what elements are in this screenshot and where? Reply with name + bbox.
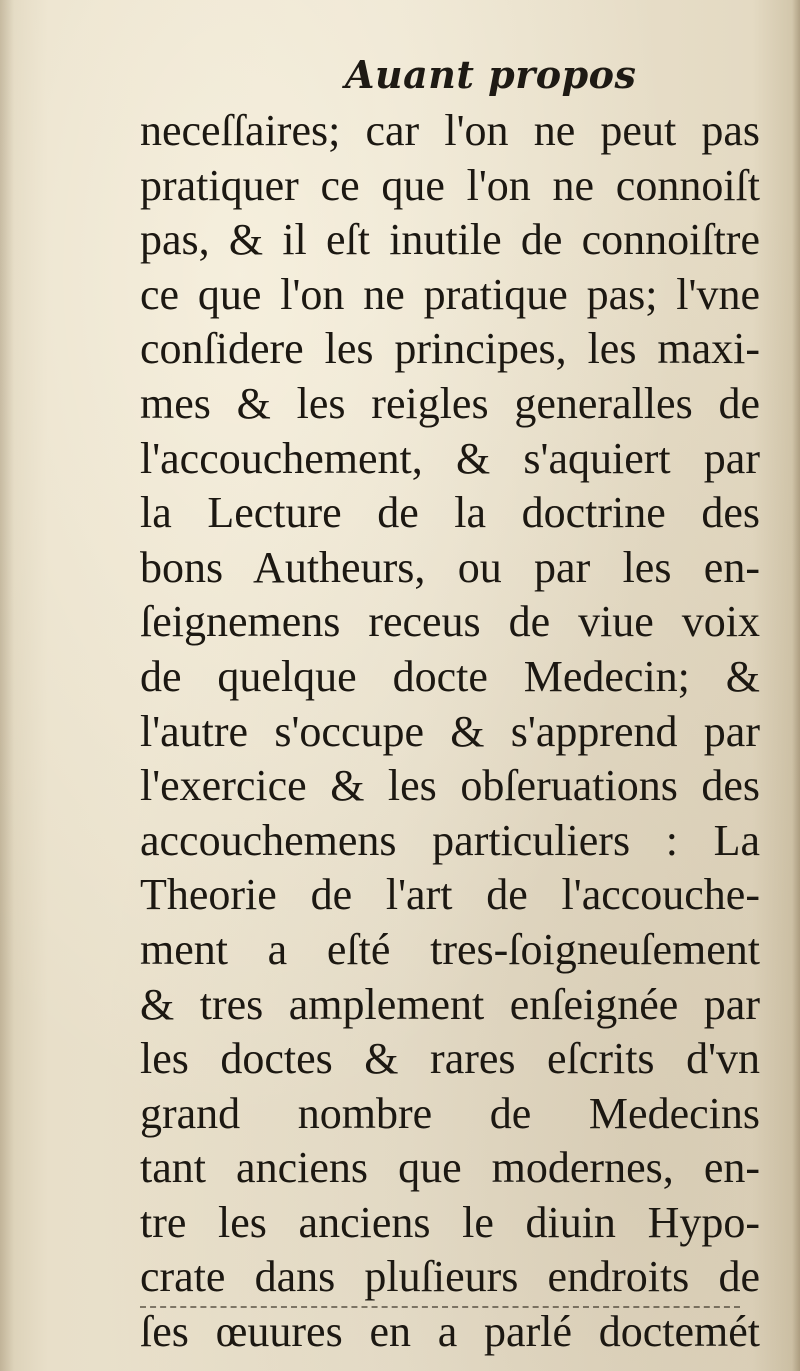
text-line: Theorie de l'art de l'accouche-: [140, 870, 760, 920]
text-line: conſidere les principes, les maxi-: [140, 324, 760, 374]
text-line: l'accouchement, & s'aquiert par: [140, 433, 760, 483]
text-line: les doctes & rares eſcrits d'vn: [140, 1034, 760, 1084]
text-line: tant anciens que modernes, en-: [140, 1143, 760, 1193]
text-line: tre les anciens le diuin Hypo-: [140, 1197, 760, 1247]
text-line: l'exercice & les obſeruations des: [140, 761, 760, 811]
running-head: Auant propos: [345, 52, 637, 97]
text-line: crate dans pluſieurs endroits de: [140, 1252, 760, 1302]
text-line: ce que l'on ne pratique pas; l'vne: [140, 269, 760, 319]
body-text: [140, 104, 760, 1360]
page-right-edge: [792, 0, 800, 1371]
text-line: pas, & il eſt inutile de connoiſtre: [140, 215, 760, 265]
text-line: la Lecture de la doctrine des: [140, 488, 760, 538]
text-line: ſeignemens receus de viue voix: [140, 597, 760, 647]
text-line: de quelque docte Medecin; &: [140, 651, 760, 701]
text-line: grand nombre de Medecins: [140, 1088, 760, 1138]
text-line: accouchemens particuliers : La: [140, 815, 760, 865]
text-line: ſes œuures en a parlé doctemét: [140, 1307, 760, 1357]
bottom-rule: [140, 1306, 740, 1308]
text-line: neceſſaires; car l'on ne peut pas: [140, 106, 760, 155]
text-line: & tres amplement enſeignée par: [140, 979, 760, 1029]
page-left-shadow: [0, 0, 14, 1371]
text-line: ment a eſté tres-ſoigneuſement: [140, 924, 760, 974]
text-line: bons Autheurs, ou par les en-: [140, 542, 760, 592]
text-line: l'autre s'occupe & s'apprend par: [140, 706, 760, 756]
text-line: mes & les reigles generalles de: [140, 378, 760, 428]
text-line: pratiquer ce que l'on ne connoiſt: [140, 160, 760, 210]
